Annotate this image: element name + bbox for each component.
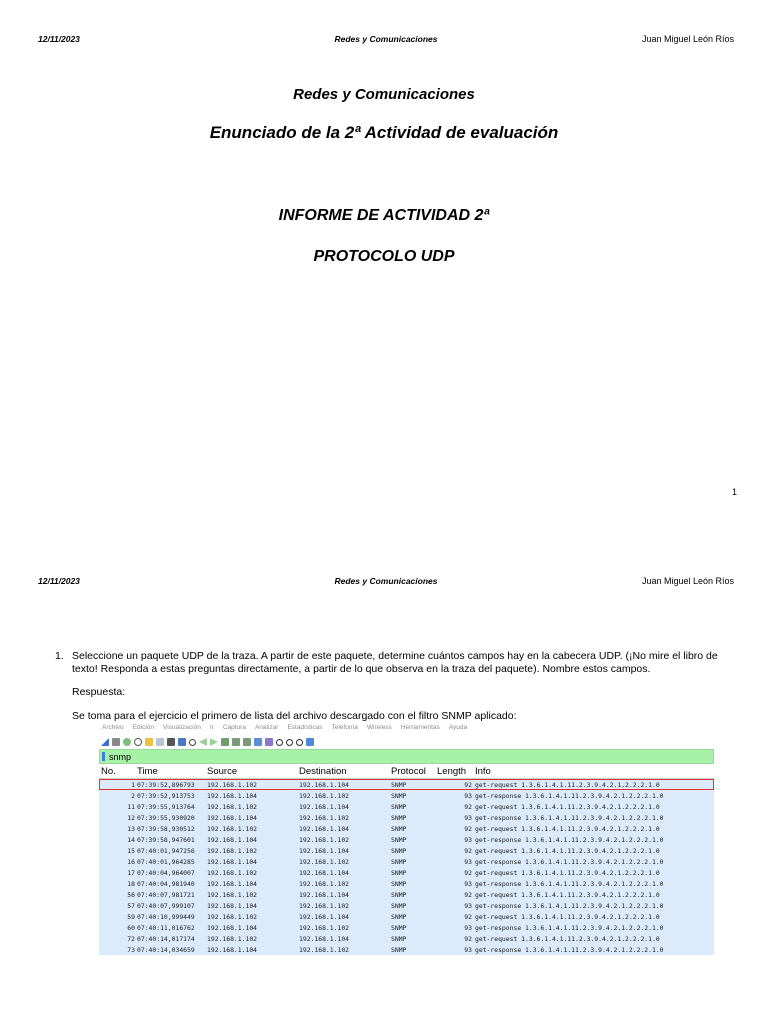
packet-length: 92	[464, 780, 472, 789]
save-file-icon[interactable]	[156, 738, 164, 746]
packet-row[interactable]	[99, 790, 714, 801]
packet-length: 92	[464, 890, 472, 899]
menu-item[interactable]: Estadísticas	[287, 724, 323, 731]
doc-subject-title: Redes y Comunicaciones	[293, 86, 475, 103]
packet-time: 07:40:11,016762	[137, 923, 195, 932]
packet-length: 92	[464, 912, 472, 921]
column-source[interactable]: Source	[207, 765, 238, 777]
packet-length: 92	[464, 802, 472, 811]
doc-main-title: Enunciado de la 2ª Actividad de evaluación	[209, 123, 559, 142]
packet-protocol: SNMP	[391, 857, 407, 866]
packet-time: 07:39:52,913753	[137, 791, 195, 800]
packet-number: 2	[131, 791, 135, 800]
packet-time: 07:40:01,947256	[137, 846, 195, 855]
packet-time: 07:39:58,947601	[137, 835, 195, 844]
packet-row[interactable]	[99, 801, 714, 812]
packet-protocol: SNMP	[391, 890, 407, 899]
packet-number: 12	[127, 813, 135, 822]
packet-number: 72	[127, 934, 135, 943]
packet-protocol: SNMP	[391, 802, 407, 811]
column-time[interactable]: Time	[137, 765, 158, 777]
answer-text: Se toma para el ejercicio el primero de lista del archivo descargado con el filtro SNMP aplicado:	[72, 710, 517, 722]
packet-info: get-response 1.3.6.1.4.1.11.2.3.9.4.2.1.2.2.2.1.0	[475, 923, 664, 932]
packet-row[interactable]	[99, 834, 714, 845]
packet-length: 92	[464, 868, 472, 877]
go-forward-icon[interactable]	[210, 738, 218, 746]
packet-source: 192.168.1.102	[207, 912, 258, 921]
packet-time: 07:40:14,017174	[137, 934, 195, 943]
packet-destination: 192.168.1.104	[299, 934, 350, 943]
packet-source: 192.168.1.104	[207, 791, 258, 800]
packet-info: get-response 1.3.6.1.4.1.11.2.3.9.4.2.1.2.2.2.1.0	[475, 879, 664, 888]
packet-number: 60	[127, 923, 135, 932]
column-destination[interactable]: Destination	[299, 765, 347, 777]
menu-bar	[99, 722, 714, 733]
packet-number: 11	[127, 802, 135, 811]
page-number: 1	[731, 487, 737, 497]
packet-row[interactable]	[99, 867, 714, 878]
packet-number: 13	[127, 824, 135, 833]
packet-info: get-request 1.3.6.1.4.1.11.2.3.9.4.2.1.2.2.2.1.0	[475, 802, 660, 811]
packet-protocol: SNMP	[391, 813, 407, 822]
header-course: Redes y Comunicaciones	[334, 34, 438, 44]
packet-info: get-response 1.3.6.1.4.1.11.2.3.9.4.2.1.2.2.2.1.0	[475, 813, 664, 822]
packet-destination: 192.168.1.104	[299, 868, 350, 877]
go-back-icon[interactable]	[199, 738, 207, 746]
zoom-normal-icon[interactable]	[296, 739, 303, 746]
packet-info: get-response 1.3.6.1.4.1.11.2.3.9.4.2.1.2.2.2.1.0	[475, 945, 664, 954]
packet-time: 07:40:07,999107	[137, 901, 195, 910]
display-filter-bar[interactable]	[99, 749, 714, 764]
packet-info: get-request 1.3.6.1.4.1.11.2.3.9.4.2.1.2.2.2.1.0	[475, 780, 660, 789]
start-capture-icon[interactable]	[101, 738, 109, 746]
packet-info: get-response 1.3.6.1.4.1.11.2.3.9.4.2.1.2.2.2.1.0	[475, 857, 664, 866]
question-line: Seleccione un paquete UDP de la traza. A partir de este paquete, determine cuántos campos hay en la cabecera UDP. (¡No mire el libro de	[72, 650, 718, 662]
packet-source: 192.168.1.102	[207, 780, 258, 789]
packet-protocol: SNMP	[391, 824, 407, 833]
packet-info: get-response 1.3.6.1.4.1.11.2.3.9.4.2.1.2.2.2.1.0	[475, 791, 664, 800]
packet-row[interactable]	[99, 944, 714, 955]
toolbar	[99, 735, 714, 749]
packet-protocol: SNMP	[391, 923, 407, 932]
question-line: texto! Responda a estas preguntas directamente, a partir de lo que observa en la traza del paquete). Nombre estos campos.	[72, 663, 651, 675]
answer-label: Respuesta:	[72, 686, 126, 698]
packet-destination: 192.168.1.104	[299, 780, 350, 789]
menu-item[interactable]: Telefonía	[331, 724, 358, 731]
packet-time: 07:39:55,913764	[137, 802, 195, 811]
packet-number: 17	[127, 868, 135, 877]
bookmark-icon[interactable]	[102, 752, 105, 761]
packet-protocol: SNMP	[391, 868, 407, 877]
packet-protocol: SNMP	[391, 780, 407, 789]
packet-source: 192.168.1.102	[207, 824, 258, 833]
packet-time: 07:39:52,896793	[137, 780, 195, 789]
packet-time: 07:40:14,034659	[137, 945, 195, 954]
packet-destination: 192.168.1.102	[299, 901, 350, 910]
packet-protocol: SNMP	[391, 945, 407, 954]
menu-item[interactable]: Analizar	[254, 724, 279, 731]
column-info[interactable]: Info	[475, 765, 491, 777]
packet-time: 07:40:07,981721	[137, 890, 195, 899]
menu-item[interactable]: Edición	[132, 724, 155, 731]
colorize-icon[interactable]	[265, 738, 273, 746]
packet-destination: 192.168.1.104	[299, 846, 350, 855]
packet-number: 14	[127, 835, 135, 844]
packet-destination: 192.168.1.102	[299, 813, 350, 822]
selected-packet-row[interactable]	[99, 779, 714, 790]
packet-info: get-request 1.3.6.1.4.1.11.2.3.9.4.2.1.2.2.2.1.0	[475, 934, 660, 943]
packet-list-header	[99, 764, 714, 779]
protocol-title: PROTOCOLO UDP	[313, 248, 455, 265]
column-protocol[interactable]: Protocol	[391, 765, 426, 777]
packet-info: get-request 1.3.6.1.4.1.11.2.3.9.4.2.1.2.2.2.1.0	[475, 846, 660, 855]
packet-source: 192.168.1.104	[207, 945, 258, 954]
packet-destination: 192.168.1.104	[299, 824, 350, 833]
header-course: Redes y Comunicaciones	[334, 576, 438, 586]
packet-length: 92	[464, 846, 472, 855]
packet-info: get-request 1.3.6.1.4.1.11.2.3.9.4.2.1.2.2.2.1.0	[475, 824, 660, 833]
packet-source: 192.168.1.102	[207, 868, 258, 877]
packet-row[interactable]	[99, 845, 714, 856]
go-to-packet-icon[interactable]	[221, 738, 229, 746]
packet-row[interactable]	[99, 922, 714, 933]
packet-number: 18	[127, 879, 135, 888]
packet-length: 93	[464, 835, 472, 844]
packet-time: 07:39:58,930512	[137, 824, 195, 833]
packet-number: 57	[127, 901, 135, 910]
packet-number: 56	[127, 890, 135, 899]
packet-length: 92	[464, 934, 472, 943]
packet-source: 192.168.1.102	[207, 846, 258, 855]
packet-length: 92	[464, 824, 472, 833]
packet-number: 73	[127, 945, 135, 954]
packet-destination: 192.168.1.102	[299, 923, 350, 932]
packet-info: get-request 1.3.6.1.4.1.11.2.3.9.4.2.1.2.2.2.1.0	[475, 912, 660, 921]
packet-destination: 192.168.1.104	[299, 802, 350, 811]
packet-row[interactable]	[99, 812, 714, 823]
packet-source: 192.168.1.102	[207, 802, 258, 811]
autoscroll-icon[interactable]	[254, 738, 262, 746]
packet-time: 07:40:04,964007	[137, 868, 195, 877]
packet-time: 07:39:55,930920	[137, 813, 195, 822]
packet-protocol: SNMP	[391, 879, 407, 888]
resize-columns-icon[interactable]	[306, 738, 314, 746]
header-author: Juan Miguel León Ríos	[641, 34, 734, 44]
menu-item[interactable]: Ayuda	[448, 724, 468, 731]
menu-item[interactable]: Visualización	[163, 724, 201, 731]
packet-length: 93	[464, 813, 472, 822]
packet-row[interactable]	[99, 889, 714, 900]
restart-capture-icon[interactable]	[123, 738, 131, 746]
packet-destination: 192.168.1.102	[299, 879, 350, 888]
packet-row[interactable]	[99, 911, 714, 922]
packet-destination: 192.168.1.102	[299, 791, 350, 800]
options-icon[interactable]	[134, 738, 142, 746]
question-text	[72, 650, 742, 676]
packet-destination: 192.168.1.102	[299, 835, 350, 844]
packet-destination: 192.168.1.102	[299, 945, 350, 954]
close-file-icon[interactable]	[167, 738, 175, 746]
packet-row[interactable]	[99, 823, 714, 834]
header-date: 12/11/2023	[38, 576, 80, 586]
find-icon[interactable]	[189, 739, 196, 746]
packet-info: get-response 1.3.6.1.4.1.11.2.3.9.4.2.1.2.2.2.1.0	[475, 901, 664, 910]
packet-time: 07:40:04,981940	[137, 879, 195, 888]
packet-info: get-response 1.3.6.1.4.1.11.2.3.9.4.2.1.2.2.2.1.0	[475, 835, 664, 844]
packet-source: 192.168.1.102	[207, 934, 258, 943]
packet-row[interactable]	[99, 856, 714, 867]
stop-capture-icon[interactable]	[112, 738, 120, 746]
menu-item[interactable]: Captura	[222, 724, 246, 731]
packet-row[interactable]	[99, 900, 714, 911]
menu-item[interactable]: Herramientas	[400, 724, 440, 731]
question-number: 1.	[55, 650, 64, 662]
packet-info: get-request 1.3.6.1.4.1.11.2.3.9.4.2.1.2.2.2.1.0	[475, 868, 660, 877]
packet-source: 192.168.1.104	[207, 857, 258, 866]
first-packet-icon[interactable]	[232, 738, 240, 746]
packet-length: 93	[464, 857, 472, 866]
packet-number: 1	[131, 780, 135, 789]
packet-destination: 192.168.1.104	[299, 890, 350, 899]
wireshark-window	[99, 722, 714, 962]
packet-protocol: SNMP	[391, 901, 407, 910]
header-date: 12/11/2023	[38, 34, 80, 44]
zoom-out-icon[interactable]	[286, 739, 293, 746]
header-author: Juan Miguel León Ríos	[641, 576, 734, 586]
packet-row[interactable]	[99, 878, 714, 889]
display-filter-input[interactable]: snmp	[109, 751, 132, 762]
packet-time: 07:40:01,964285	[137, 857, 195, 866]
packet-protocol: SNMP	[391, 846, 407, 855]
packet-protocol: SNMP	[391, 912, 407, 921]
packet-source: 192.168.1.104	[207, 813, 258, 822]
report-title: INFORME DE ACTIVIDAD 2ª	[278, 207, 490, 224]
packet-protocol: SNMP	[391, 791, 407, 800]
packet-protocol: SNMP	[391, 934, 407, 943]
packet-length: 93	[464, 879, 472, 888]
packet-number: 15	[127, 846, 135, 855]
packet-row[interactable]	[99, 933, 714, 944]
packet-source: 192.168.1.104	[207, 835, 258, 844]
packet-destination: 192.168.1.104	[299, 912, 350, 921]
packet-source: 192.168.1.102	[207, 890, 258, 899]
packet-destination: 192.168.1.102	[299, 857, 350, 866]
packet-length: 93	[464, 791, 472, 800]
reload-icon[interactable]	[178, 738, 186, 746]
zoom-in-icon[interactable]	[276, 739, 283, 746]
packet-length: 93	[464, 923, 472, 932]
column-no[interactable]: No.	[101, 765, 116, 777]
open-file-icon[interactable]	[145, 738, 153, 746]
last-packet-icon[interactable]	[243, 738, 251, 746]
packet-source: 192.168.1.104	[207, 923, 258, 932]
packet-source: 192.168.1.104	[207, 901, 258, 910]
menu-item[interactable]: Archivo	[102, 724, 124, 731]
column-length[interactable]: Length	[437, 765, 467, 777]
menu-item[interactable]: Wireless	[366, 724, 392, 731]
packet-time: 07:40:10,999449	[137, 912, 195, 921]
packet-source: 192.168.1.104	[207, 879, 258, 888]
packet-length: 93	[464, 945, 472, 954]
packet-info: get-request 1.3.6.1.4.1.11.2.3.9.4.2.1.2.2.2.1.0	[475, 890, 660, 899]
packet-number: 16	[127, 857, 135, 866]
packet-length: 93	[464, 901, 472, 910]
menu-item[interactable]: Ir	[209, 724, 214, 731]
packet-protocol: SNMP	[391, 835, 407, 844]
packet-list	[99, 779, 714, 955]
packet-number: 59	[127, 912, 135, 921]
